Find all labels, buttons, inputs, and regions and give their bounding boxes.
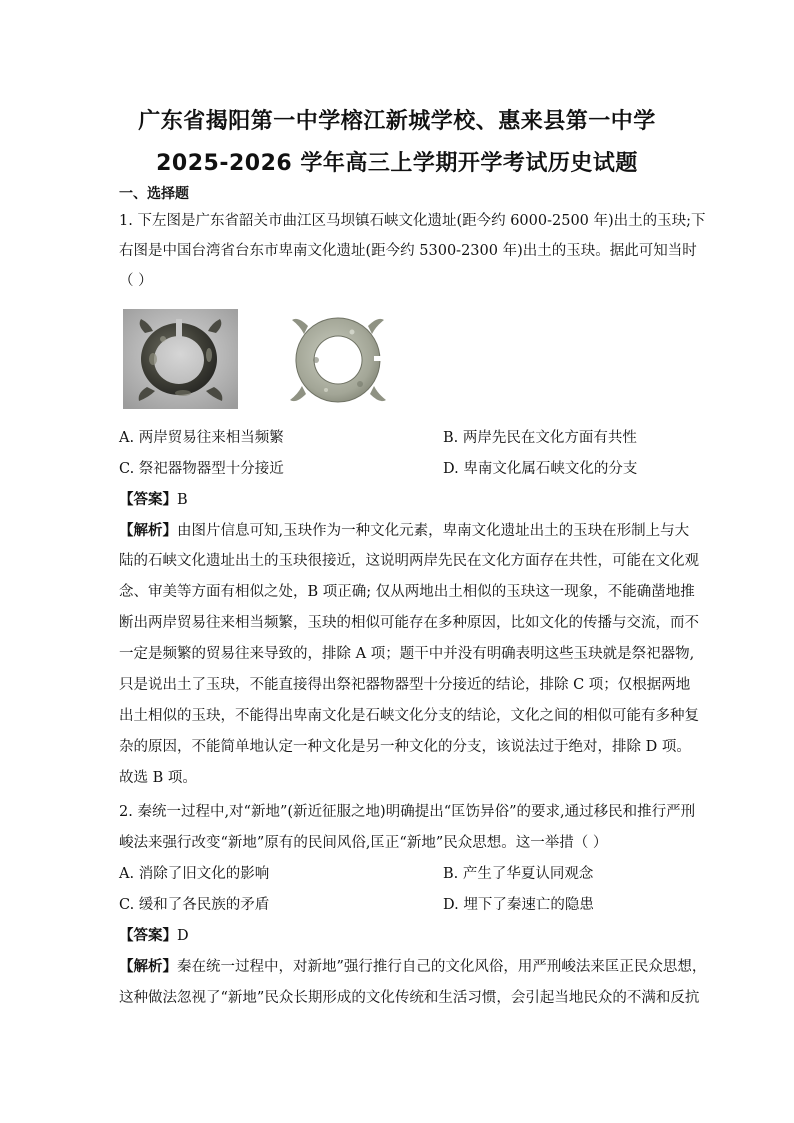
q2-stem-line-1: 2. 秦统一过程中,对“新地”(新近征服之地)明确提出“匡饬异俗”的要求,通过移民和推行严刑: [119, 804, 696, 820]
q2-option-c[interactable]: C. 缓和了各民族的矛盾: [119, 897, 270, 913]
q1-stem-line-1: 1. 下左图是广东省韶关市曲江区马坝镇石峡文化遗址(距今约 6000-2500 年)出土的玉玦;下: [119, 213, 706, 229]
q1-analysis-line-1: [119, 521, 690, 541]
q2-option-d[interactable]: D. 埋下了秦速亡的隐患: [443, 897, 594, 913]
q1-analysis-line-7: 出土相似的玉玦，不能得出卑南文化是石峡文化分支的结论，文化之间的相似可能有多种复: [119, 708, 699, 724]
q1-analysis-line-8: 杂的原因，不能简单地认定一种文化是另一种文化的分支，该说法过于绝对，排除 D 项。: [119, 739, 691, 755]
q1-option-d[interactable]: D. 卑南文化属石峡文化的分支: [443, 461, 638, 477]
q2-answer-tag: 【答案】: [119, 928, 177, 944]
q1-analysis-line-3: 念、审美等方面有相似之处，B 项正确; 仅从两地出土相似的玉玦这一现象，不能确凿地推: [119, 584, 695, 600]
q2-option-b[interactable]: B. 产生了华夏认同观念: [443, 866, 594, 882]
q1-analysis-line-6: 只是说出土了玉玦，不能直接得出祭祀器物器型十分接近的结论，排除 C 项；仅根据两地: [119, 677, 691, 693]
q1-stem-line-2: 右图是中国台湾省台东市卑南文化遗址(距今约 5300-2300 年)出土的玉玦。据此可知当时: [119, 243, 697, 259]
jade-jue-right-image: [282, 306, 394, 414]
q1-analysis-tag: 【解析】: [119, 523, 177, 539]
page-title-line-2: 2025-2026 学年高三上学期开学考试历史试题: [156, 151, 638, 176]
q2-option-a[interactable]: A. 消除了旧文化的影响: [119, 866, 270, 882]
q2-answer: [119, 926, 679, 946]
q2-analysis-line-1: [119, 957, 707, 977]
q1-analysis-text-1: 由图片信息可知,玉玦作为一种文化元素，卑南文化遗址出土的玉玦在形制上与大: [177, 523, 690, 539]
q1-analysis-line-9: 故选 B 项。: [119, 770, 197, 786]
q1-option-b[interactable]: B. 两岸先民在文化方面有共性: [443, 430, 637, 446]
section-heading: 一、选择题: [119, 186, 189, 202]
q1-option-a[interactable]: A. 两岸贸易往来相当频繁: [119, 430, 284, 446]
jade-jue-right-photo: [282, 306, 394, 414]
q2-analysis-tag: 【解析】: [119, 959, 177, 975]
q2-stem-line-2: 峻法来强行改变“新地”原有的民间风俗,匡正“新地”民众思想。这一举措（ ）: [119, 835, 608, 851]
q1-answer-blank: （ ）: [119, 273, 153, 289]
q1-answer: [119, 490, 679, 510]
jade-jue-left-photo: [123, 309, 238, 409]
q1-analysis-line-5: 一定是频繁的贸易往来导致的，排除 A 项；题干中并没有明确表明这些玉玦就是祭祀器物,: [119, 646, 695, 662]
q1-answer-tag: 【答案】: [119, 492, 177, 508]
page-title-line-1: 广东省揭阳第一中学榕江新城学校、惠来县第一中学: [138, 109, 656, 134]
q2-answer-value: D: [177, 928, 189, 944]
q1-answer-value: B: [177, 492, 188, 508]
jade-jue-left-image: [123, 309, 238, 409]
q1-option-c[interactable]: C. 祭祀器物器型十分接近: [119, 461, 284, 477]
q2-analysis-line-2: 这种做法忽视了“新地”民众长期形成的文化传统和生活习惯，会引起当地民众的不满和反抗: [119, 990, 700, 1006]
q1-analysis-line-4: 断出两岸贸易往来相当频繁，玉玦的相似可能存在多种原因，比如文化的传播与交流，而不: [119, 615, 699, 631]
q2-analysis-text-1: 秦在统一过程中，对新地”强行推行自己的文化风俗，用严刑峻法来匡正民众思想，: [177, 959, 707, 975]
q1-analysis-line-2: 陆的石峡文化遗址出土的玉玦很接近，这说明两岸先民在文化方面存在共性，可能在文化观: [119, 553, 699, 569]
